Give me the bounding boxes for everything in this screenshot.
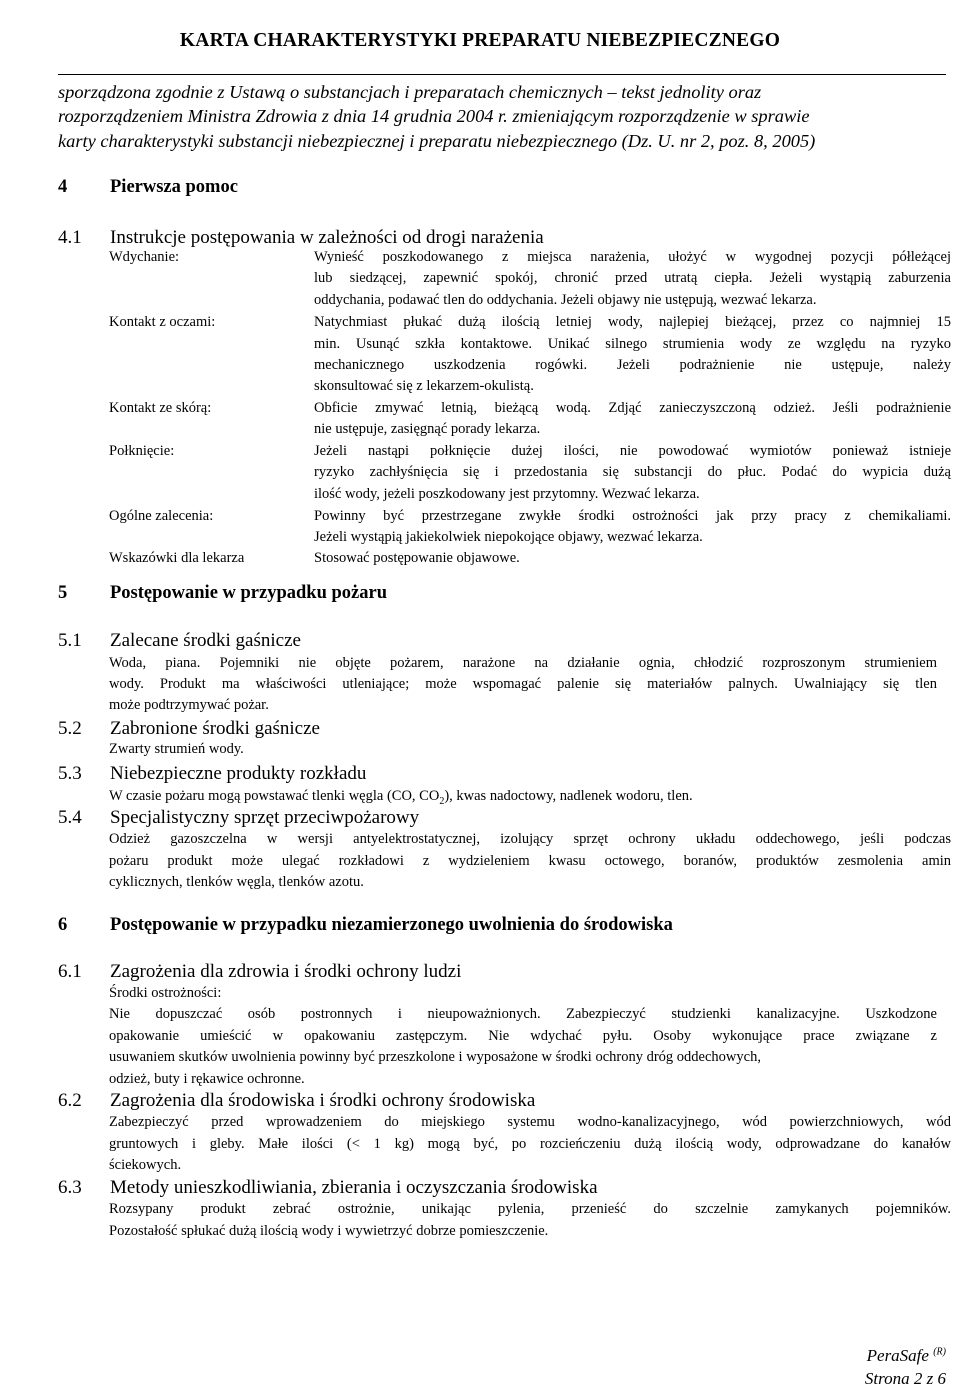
subsection-number: 5.2 [58, 718, 82, 739]
body-text: W czasie pożaru mogą powstawać tlenki węgla (CO, CO [109, 788, 440, 804]
entry-line: min. Usunąć szkła kontaktowe. Unikać silnego strumienia wody ze względu na ryzyko [314, 336, 951, 352]
body-line: Woda, piana. Pojemniki nie objęte pożarem, narażone na działanie ognia, chłodzić rozproszonym strumieniem [109, 655, 937, 671]
subsection-number: 6.3 [58, 1177, 82, 1198]
subsection-number: 4.1 [58, 227, 82, 248]
section-number: 4 [58, 177, 68, 197]
page-number: Strona 2 z 6 [864, 1369, 946, 1388]
brand-name: PeraSafe [866, 1346, 929, 1365]
subtitle-line: rozporządzeniem Ministra Zdrowia z dnia 14 grudnia 2004 r. zmieniającym rozporządzenie w sprawie [58, 106, 810, 126]
body-line: ściekowych. [109, 1157, 182, 1173]
entry-line: ilość wody, jeżeli poszkodowany jest przytomny. Wezwać lekarza. [314, 486, 700, 502]
subsection-number: 6.1 [58, 961, 82, 982]
header-rule [58, 74, 946, 75]
entry-label-inhalation: Wdychanie: [109, 249, 180, 265]
entry-line: ryzyko zachłyśnięcia się i przedostania się substancji do płuc. Podać do wypicia dużą [314, 464, 951, 480]
entry-line: lub siedzącej, zapewnić spokój, chronić przed utratą ciepła. Jeżeli wystąpią zaburzenia [314, 270, 951, 286]
subsection-6-1-heading [58, 961, 461, 983]
body-line: pożaru produkt może ulegać rozkładowi z wydzieleniem kwasu octowego, boranów, produktów zesmolenia amin [109, 853, 951, 869]
subsection-number: 6.2 [58, 1090, 82, 1111]
subsection-number: 5.1 [58, 630, 82, 651]
subsection-5-3-heading [58, 763, 366, 785]
entry-line: Powinny być przestrzegane zwykłe środki ostrożności jak przy pracy z chemikaliami. [314, 508, 951, 524]
subsection-6-3-heading [58, 1177, 598, 1199]
body-line: wody. Produkt ma właściwości utleniające; może wspomagać palenie się materiałów palnych. Uwalniający się tlen [109, 676, 937, 692]
subsection-title: Niebezpieczne produkty rozkładu [110, 763, 367, 784]
body-line: opakowanie umieścić w opakowaniu zastępczym. Nie wdychać pyłu. Osoby wykonujące prace związane z [109, 1028, 937, 1044]
subsection-5-1-heading [58, 630, 301, 652]
subscript: 2 [439, 795, 445, 807]
subsection-title: Instrukcje postępowania w zależności od drogi narażenia [110, 227, 544, 248]
body-line: cyklicznych, tlenków węgla, tlenków azotu. [109, 874, 364, 890]
subtitle-line: karty charakterystyki substancji niebezpiecznej i preparatu niebezpiecznego (Dz. U. nr 2, poz. 8, 2005) [58, 131, 816, 151]
entry-label-doctor-notes: Wskazówki dla lekarza [109, 550, 245, 566]
section-title: Postępowanie w przypadku niezamierzonego uwolnienia do środowiska [110, 915, 673, 935]
section-number: 5 [58, 583, 68, 603]
registered-mark: (R) [933, 1346, 946, 1358]
body-line: odzież, buty i rękawice ochronne. [109, 1071, 305, 1087]
entry-line: Jeżeli wystąpią jakiekolwiek niepokojące objawy, wezwać lekarza. [314, 529, 703, 545]
body-line: usuwaniem skutków uwolnienia powinny być przeszkolone i wyposażone w środki ochrony dróg oddechowych, [109, 1049, 761, 1065]
entry-line: mechanicznego uszkodzenia rogówki. Jeżeli podrażnienie nie ustępuje, należy [314, 357, 951, 373]
subsection-6-2-heading [58, 1090, 535, 1112]
section-title: Postępowanie w przypadku pożaru [110, 583, 388, 603]
subsection-title: Zagrożenia dla środowiska i środki ochrony środowiska [110, 1090, 536, 1111]
entry-line: Stosować postępowanie objawowe. [314, 550, 520, 566]
body-line: Odzież gazoszczelna w wersji antyelektrostatycznej, izolujący sprzęt ochrony układu oddechowego, jeśli podczas [109, 831, 951, 847]
body-line [109, 788, 693, 807]
entry-line: Natychmiast płukać dużą ilością letniej wody, najlepiej bieżącej, przez co najmniej 15 [314, 314, 951, 330]
body-line: Zabezpieczyć przed wprowadzeniem do miejskiego systemu wodno-kanalizacyjnego, wód powierzchniowych, wód [109, 1114, 951, 1130]
body-line: Zwarty strumień wody. [109, 741, 244, 757]
entry-line: Obficie zmywać letnią, bieżącą wodą. Zdjąć zanieczyszczoną odzież. Jeśli podrażnienie [314, 400, 951, 416]
body-line: Pozostałość spłukać dużą ilością wody i wywietrzyć dobrze pomieszczenie. [109, 1223, 549, 1239]
entry-label-general: Ogólne zalecenia: [109, 508, 214, 524]
subsection-5-4-heading [58, 807, 419, 829]
entry-line: Jeżeli nastąpi połknięcie dużej ilości, nie powodować wymiotów ponieważ istnieje [314, 443, 951, 459]
body-line: może podtrzymywać pożar. [109, 697, 269, 713]
entry-label-skin-contact: Kontakt ze skórą: [109, 400, 212, 416]
body-line: Nie dopuszczać osób postronnych i nieupoważnionych. Zabezpieczyć studzienki kanalizacyjne. Uszkodzone [109, 1006, 937, 1022]
subtitle-line: sporządzona zgodnie z Ustawą o substancjach i preparatach chemicznych – tekst jednolity oraz [58, 82, 762, 102]
subsection-5-2-heading [58, 718, 320, 740]
section-number: 6 [58, 915, 68, 935]
entry-line: nie ustępuje, zasięgnąć porady lekarza. [314, 421, 541, 437]
entry-label-ingestion: Połknięcie: [109, 443, 175, 459]
subsection-number: 5.3 [58, 763, 82, 784]
subsection-4-1-heading [58, 227, 544, 249]
body-text: ), kwas nadoctowy, nadlenek wodoru, tlen. [444, 788, 693, 804]
subsection-title: Zagrożenia dla zdrowia i środki ochrony ludzi [110, 961, 462, 982]
body-line: Rozsypany produkt zebrać ostrożnie, unikając pylenia, przenieść do szczelnie zamykanych pojemników. [109, 1201, 951, 1217]
subsection-number: 5.4 [58, 807, 82, 828]
footer-brand [867, 1346, 946, 1366]
entry-label-eye-contact: Kontakt z oczami: [109, 314, 216, 330]
document-title: KARTA CHARAKTERYSTYKI PREPARATU NIEBEZPIECZNEGO [179, 30, 781, 51]
section-5-heading [58, 583, 387, 604]
subsection-title: Zabronione środki gaśnicze [110, 718, 320, 739]
section-4-heading [58, 177, 238, 198]
body-line: Środki ostrożności: [109, 985, 222, 1001]
section-6-heading [58, 915, 673, 936]
entry-line: Wynieść poszkodowanego z miejsca narażenia, ułożyć w wygodnej pozycji półleżącej [314, 249, 951, 265]
subsection-title: Zalecane środki gaśnicze [110, 630, 301, 651]
subsection-title: Specjalistyczny sprzęt przeciwpożarowy [110, 807, 420, 828]
body-line: gruntowych i gleby. Małe ilości (< 1 kg) mogą być, po rozcieńczeniu dużą ilością wody, odprowadzane do kanałów [109, 1136, 951, 1152]
entry-line: skonsultować się z lekarzem-okulistą. [314, 378, 534, 394]
entry-line: oddychania, podawać tlen do oddychania. Jeżeli objawy nie ustępują, wezwać lekarza. [314, 292, 817, 308]
section-title: Pierwsza pomoc [110, 177, 238, 197]
subsection-title: Metody unieszkodliwiania, zbierania i oczyszczania środowiska [110, 1177, 598, 1198]
